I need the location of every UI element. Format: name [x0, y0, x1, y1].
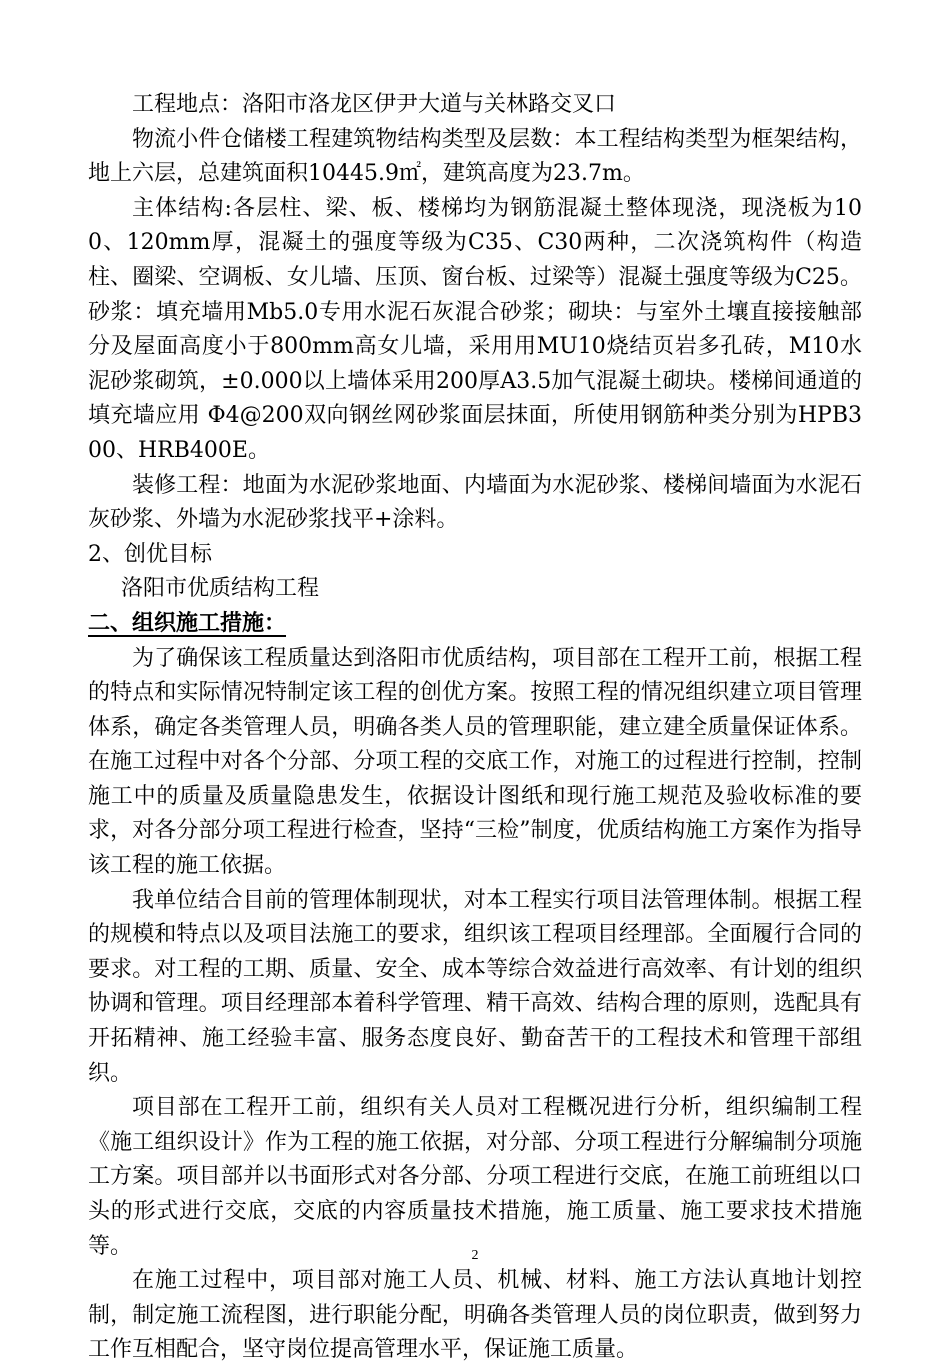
project-location-paragraph: 工程地点：洛阳市洛龙区伊尹大道与关林路交叉口	[132, 92, 617, 117]
page-number: 2	[471, 1248, 479, 1263]
measures-paragraph-2: 我单位结合目前的管理体制现状，对本工程实行项目法管理体制。根据工程的规模和特点以及项目法施工的要求，组织该工程项目经理部。全面履行合同的要求。对工程的工期、质量、安全、成本等综合效益进行高效率、有计划的组织协调和管理。项目经理部本着科学管理、精干高效、结构合理的原则，选配具有开拓精神、施工经验丰富、服务态度良好、勤奋苦干的工程技术和管理干部组织。	[88, 887, 862, 1086]
section-heading-goal: 2、创优目标	[88, 541, 212, 567]
measures-paragraph-4: 在施工过程中，项目部对施工人员、机械、材料、施工方法认真地计划控制，制定施工流程图，进行职能分配，明确各类管理人员的岗位职责，做到努力工作互相配合，坚守岗位提高管理水平，保证施工质量。	[88, 1268, 862, 1363]
structure-type-paragraph: 物流小件仓储楼工程建筑物结构类型及层数：本工程结构类型为框架结构，地上六层，总建筑面积10445.9㎡，建筑高度为23.7m。	[88, 126, 862, 187]
document-page	[88, 88, 862, 1368]
measures-paragraph-1: 为了确保该工程质量达到洛阳市优质结构，项目部在工程开工前，根据工程的特点和实际情况特制定该工程的创优方案。按照工程的情况组织建立项目管理体系，确定各类管理人员，明确各类人员的管理职能，建立建全质量保证体系。在施工过程中对各个分部、分项工程的交底工作，对施工的过程进行控制，控制施工中的质量及质量隐患发生，依据设计图纸和现行施工规范及验收标准的要求，对各分部分项工程进行检查，坚持“三检”制度，优质结构施工方案作为指导该工程的施工依据。	[88, 645, 862, 879]
decoration-paragraph: 装修工程：地面为水泥砂浆地面、内墙面为水泥砂浆、楼梯间墙面为水泥石灰砂浆、外墙为水泥砂浆找平+涂料。	[88, 472, 862, 533]
section-heading-measures: 二、组织施工措施：	[88, 610, 287, 636]
main-structure-paragraph: 主体结构:各层柱、梁、板、楼梯均为钢筋混凝土整体现浇，现浇板为100、120mm厚，混凝土的强度等级为C35、C30两种，二次浇筑构件（构造柱、圈梁、空调板、女儿墙、压顶、窗台板、过梁等）混凝土强度等级为C25。砂浆：填充墙用Mb5.0专用水泥石灰混合砂浆；砌块：与室外土壤直接接触部分及屋面高度小于800mm高女儿墙，采用用MU10烧结页岩多孔砖，M10水泥砂浆砌筑，±0.000以上墙体采用200厚A3.5加气混凝土砌块。楼梯间通道的填充墙应用 Φ4@200双向钢丝网砂浆面层抹面，所使用钢筋种类分别为HPB300、HRB400E。	[88, 195, 862, 463]
measures-paragraph-3: 项目部在工程开工前，组织有关人员对工程概况进行分析，组织编制工程《施工组织设计》作为工程的施工依据，对分部、分项工程进行分解编制分项施工方案。项目部并以书面形式对各分部、分项工程进行交底，在施工前班组以口头的形式进行交底，交底的内容质量技术措施，施工质量、施工要求技术措施等。	[88, 1095, 862, 1259]
goal-text: 洛阳市优质结构工程	[121, 576, 320, 602]
